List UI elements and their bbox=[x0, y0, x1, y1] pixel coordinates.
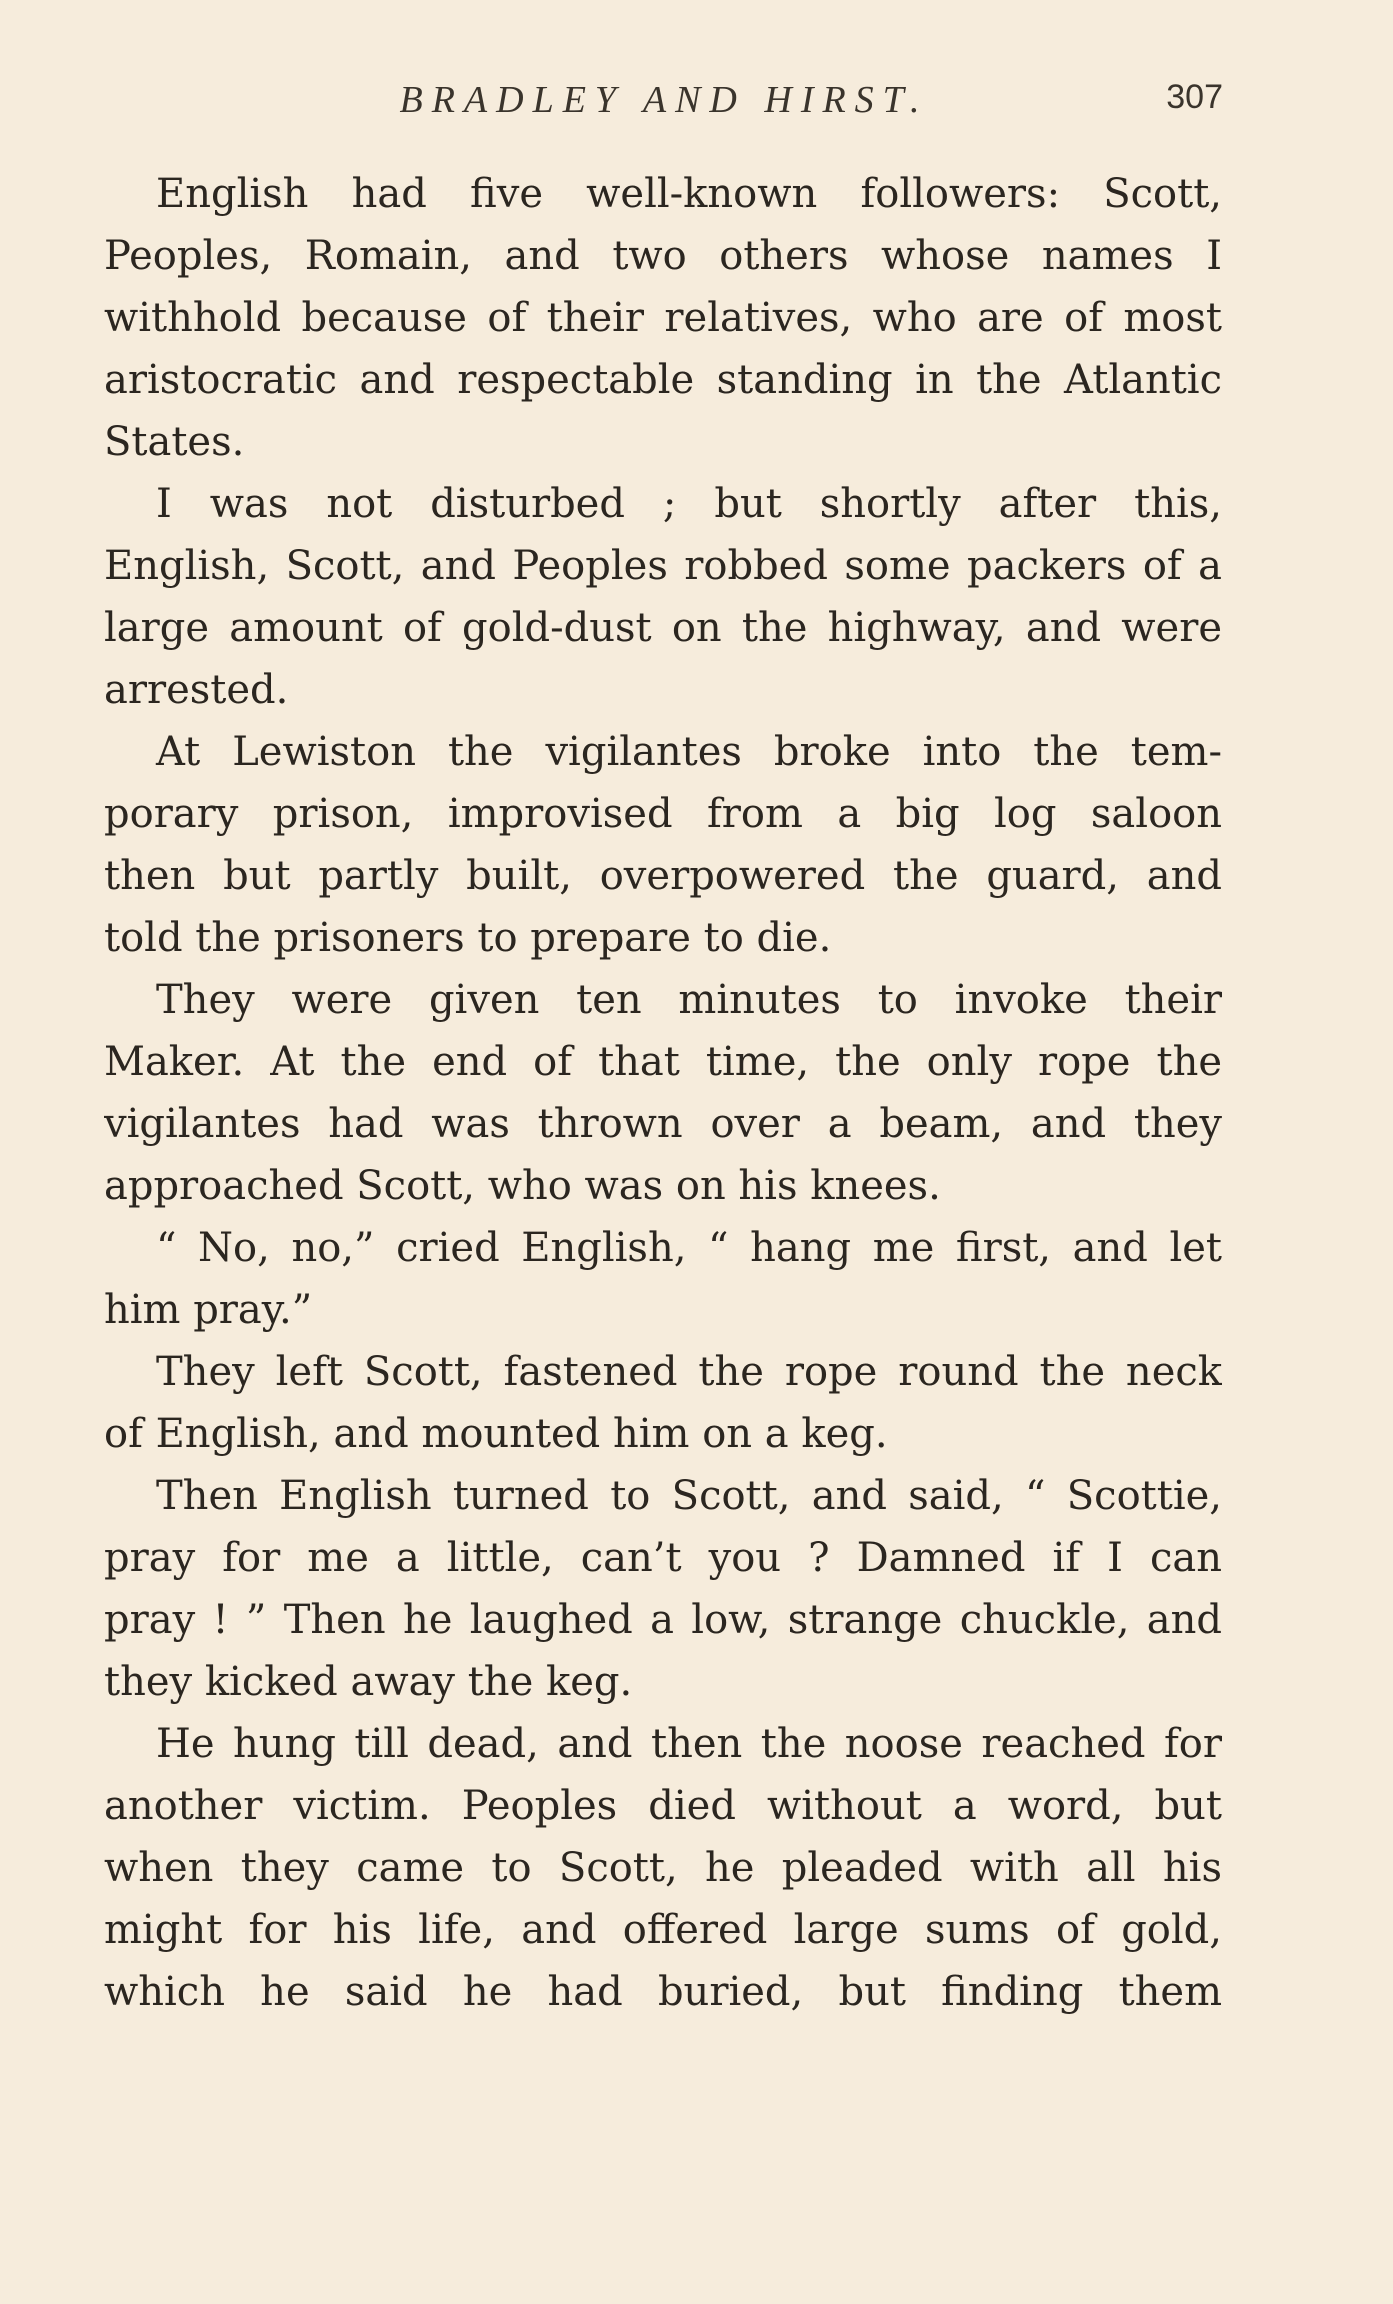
text-line: another victim. Peoples died without a word, but bbox=[104, 1783, 1222, 1829]
text-line: large amount of gold-dust on the highway, and were bbox=[104, 605, 1222, 651]
text-line: He hung till dead, and then the noose reached for bbox=[156, 1721, 1222, 1767]
text-line: withhold because of their relatives, who are of most bbox=[104, 295, 1222, 341]
text-line: They left Scott, fastened the rope round the neck bbox=[156, 1349, 1222, 1395]
text-line: pray for me a little, can’t you ? Damned if I can bbox=[104, 1535, 1222, 1581]
page-number: 307 bbox=[1166, 78, 1223, 116]
text-line: pray ! ” Then he laughed a low, strange chuckle, and bbox=[104, 1597, 1222, 1643]
text-line: arrested. bbox=[104, 667, 289, 713]
text-line: might for his life, and offered large sums of gold, bbox=[104, 1907, 1222, 1953]
text-line: English, Scott, and Peoples robbed some packers of a bbox=[104, 543, 1222, 589]
text-line: Maker. At the end of that time, the only rope the bbox=[104, 1039, 1222, 1085]
text-line: States. bbox=[104, 419, 245, 465]
text-line: they kicked away the keg. bbox=[104, 1659, 633, 1705]
running-title: BRADLEY AND HIRST. bbox=[399, 79, 929, 121]
body-text bbox=[104, 163, 1222, 2023]
text-line: “ No, no,” cried English, “ hang me first, and let bbox=[156, 1225, 1222, 1271]
text-line: I was not disturbed ; but shortly after this, bbox=[156, 481, 1222, 527]
running-head bbox=[105, 78, 1223, 126]
text-line: which he said he had buried, but finding them bbox=[104, 1969, 1222, 2015]
text-line: Then English turned to Scott, and said, “ Scottie, bbox=[156, 1473, 1222, 1519]
text-line: told the prisoners to prepare to die. bbox=[104, 915, 832, 961]
text-line: then but partly built, overpowered the guard, and bbox=[104, 853, 1222, 899]
text-line: aristocratic and respectable standing in the Atlantic bbox=[104, 357, 1222, 403]
text-line: Peoples, Romain, and two others whose names I bbox=[104, 233, 1222, 279]
text-line: porary prison, improvised from a big log saloon bbox=[104, 791, 1222, 837]
text-line: vigilantes had was thrown over a beam, and they bbox=[104, 1101, 1222, 1147]
text-line: At Lewiston the vigilantes broke into the tem- bbox=[156, 729, 1222, 775]
text-line: when they came to Scott, he pleaded with all his bbox=[104, 1845, 1222, 1891]
text-line: They were given ten minutes to invoke their bbox=[156, 977, 1222, 1023]
text-line: English had five well-known followers: Scott, bbox=[156, 171, 1222, 217]
text-line: him pray.” bbox=[104, 1287, 313, 1333]
text-line: of English, and mounted him on a keg. bbox=[104, 1411, 888, 1457]
text-line: approached Scott, who was on his knees. bbox=[104, 1163, 941, 1209]
